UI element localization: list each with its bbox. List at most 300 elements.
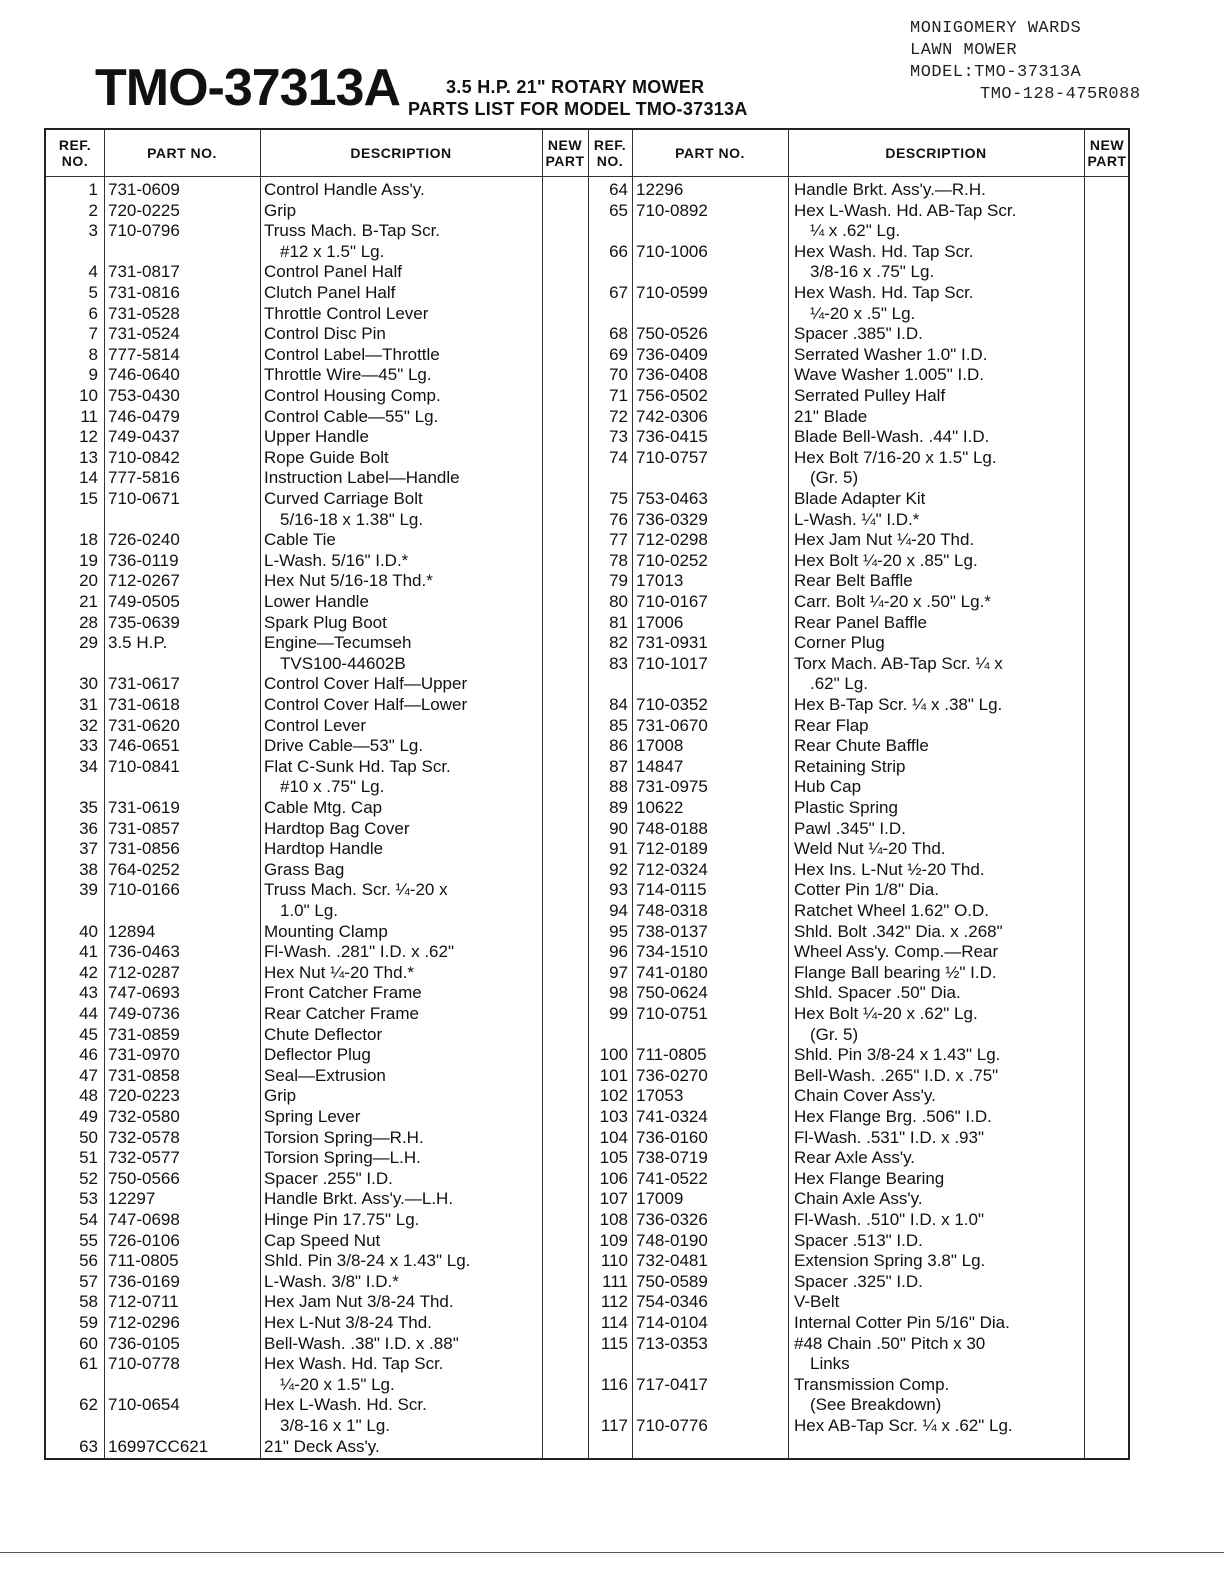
table-row [46,448,542,469]
description-line: Deflector Plug [264,1045,371,1065]
part-number: 731-0931 [636,633,708,653]
table-header [46,130,1128,177]
table-row [46,530,542,551]
col-new-left [542,130,588,176]
col-desc-label: DESCRIPTION [885,145,987,161]
ref-number: 63 [79,1436,98,1456]
description-line: Ratchet Wheel 1.62" O.D. [794,901,990,920]
part-number: 712-0267 [108,571,180,591]
ref-number: 102 [599,1086,628,1106]
part-description [264,736,423,757]
ref-number: 92 [609,859,628,879]
part-description [264,304,428,325]
part-description [794,386,945,407]
ref-number: 18 [79,530,98,550]
part-description [264,1437,380,1458]
table-row [588,736,1084,757]
ref-number: 95 [609,921,628,941]
part-description [794,1334,985,1375]
table-row [588,1004,1084,1045]
description-line: Handle Brkt. Ass'y.—R.H. [794,180,986,199]
part-number: 748-0190 [636,1230,708,1250]
table-row [46,613,542,634]
table-row [46,819,542,840]
part-number: 736-0326 [636,1210,708,1229]
table-row [46,1437,542,1458]
part-description [264,674,467,695]
part-number: 736-0169 [108,1271,180,1291]
description-line: Wheel Ass'y. Comp.—Rear [794,942,999,962]
part-number: 742-0306 [636,406,708,426]
ref-number: 14 [79,468,98,488]
table-row [46,1189,542,1210]
part-number: 12894 [108,921,156,941]
part-number: 720-0223 [108,1086,180,1106]
part-number: 731-0858 [108,1065,180,1085]
part-description [794,880,939,901]
part-description [264,798,382,819]
description-line: (Gr. 5) [810,1024,859,1044]
part-description [264,1148,421,1169]
ref-number: 98 [609,983,628,1003]
ref-number: 83 [609,653,628,673]
table-row [588,1169,1084,1190]
table-row [588,1416,1084,1437]
table-row [588,777,1084,798]
description-line: Drive Cable—53" Lg. [264,736,424,756]
description-line: Bell-Wash. .38" I.D. x .88" [264,1333,459,1353]
part-description [794,839,946,860]
part-number: 710-0671 [108,489,180,508]
part-number: 777-5814 [108,344,180,364]
part-number: 710-0751 [636,1004,708,1023]
description-line: Hex Nut 5/16-18 Thd.* [264,571,433,591]
description-line: Truss Mach. Scr. ¼-20 x [264,880,448,900]
table-row [588,1272,1084,1293]
part-description [264,201,296,222]
description-line: Hex L-Nut 3/8-24 Thd. [264,1313,432,1332]
table-row [46,716,542,737]
part-number: 731-0857 [108,818,180,838]
table-row [46,1313,542,1334]
part-number: 734-1510 [636,942,708,962]
ref-number: 20 [79,571,98,591]
ref-number: 65 [609,200,628,220]
ref-number: 50 [79,1127,98,1147]
table-row [588,1292,1084,1313]
table-row [46,633,542,674]
part-description [794,571,913,592]
description-line: Rear Chute Baffle [794,736,929,756]
parts-table [44,128,1130,1460]
ref-number: 64 [609,180,628,199]
part-description [264,551,408,572]
wards-stamp [910,18,1210,106]
part-description [794,1292,839,1313]
ref-number: 58 [79,1292,98,1312]
description-line: Serrated Washer 1.0" I.D. [794,344,988,364]
ref-number: 36 [79,818,98,838]
ref-number: 115 [600,1333,628,1353]
table-row [46,1292,542,1313]
description-line: Throttle Wire—45" Lg. [264,365,432,385]
ref-number: 61 [79,1354,98,1374]
table-row [46,1025,542,1046]
table-row [46,1210,542,1231]
part-description [794,324,923,345]
part-description [264,571,433,592]
table-row [46,201,542,222]
table-row [588,1334,1084,1375]
part-description [794,613,927,634]
part-description [794,1066,998,1087]
table-row [588,1045,1084,1066]
table-row [588,551,1084,572]
table-row [46,798,542,819]
description-line: Chain Cover Ass'y. [794,1086,936,1106]
part-number: 731-0618 [108,695,180,714]
description-line: Rear Panel Baffle [794,612,927,632]
part-number: 717-0417 [636,1374,708,1394]
part-number: 710-1017 [636,653,708,673]
part-description [794,736,929,757]
part-number: 713-0353 [636,1333,708,1353]
table-row [46,1066,542,1087]
table-row [588,283,1084,324]
ref-number: 2 [88,200,98,220]
table-row [46,1395,542,1436]
ref-number: 100 [599,1045,628,1065]
table-row [588,654,1084,695]
table-row [588,942,1084,963]
part-description [794,1251,985,1272]
ref-number: 103 [599,1107,628,1126]
description-line: 5/16-18 x 1.38" Lg. [280,509,424,529]
ref-number: 108 [599,1210,628,1229]
part-description [794,757,906,778]
part-number: 750-0589 [636,1271,708,1291]
description-line: Cable Tie [264,530,336,550]
table-row [588,324,1084,345]
description-line: Rear Belt Baffle [794,571,913,591]
description-line: Spark Plug Boot [264,612,387,632]
description-line: 21" Blade [794,406,868,426]
ref-number: 59 [79,1313,98,1332]
table-row [46,304,542,325]
ref-number: 60 [79,1333,98,1353]
ref-number: 15 [79,489,98,508]
part-number: 17053 [636,1086,684,1106]
part-description [264,180,425,201]
part-number: 736-0160 [636,1127,708,1147]
description-line: Flat C-Sunk Hd. Tap Scr. [264,756,451,776]
ref-number: 56 [79,1251,98,1271]
part-number: 710-0654 [108,1395,180,1415]
part-description [794,860,985,881]
description-line: Transmission Comp. [794,1374,950,1394]
table-row [46,1107,542,1128]
table-row [588,1107,1084,1128]
table-row [46,880,542,921]
part-number: 712-0296 [108,1313,180,1332]
description-line: Fl-Wash. .281" I.D. x .62" [264,942,454,962]
ref-number: 67 [609,283,628,302]
part-number: 14847 [636,756,684,776]
ref-number: 109 [599,1230,628,1250]
description-line: Control Cover Half—Lower [264,695,468,714]
ref-number: 72 [609,406,628,426]
part-description [794,922,1003,943]
ref-number: 69 [609,344,628,364]
table-row [46,427,542,448]
ref-number: 94 [609,901,628,920]
part-description [794,1231,923,1252]
table-row [46,922,542,943]
part-number: 720-0225 [108,200,180,220]
table-row [588,510,1084,531]
table-row [46,1334,542,1355]
description-line: (See Breakdown) [810,1395,942,1415]
part-number: 17006 [636,612,684,632]
part-description [794,407,867,428]
description-line: Spacer .385" I.D. [794,324,923,344]
part-description [794,180,986,201]
ref-number: 110 [600,1251,628,1271]
description-line: Upper Handle [264,427,369,447]
part-number: 710-0892 [636,200,708,220]
ref-number: 89 [609,798,628,817]
part-number: 710-1006 [636,241,708,261]
part-number: 736-0329 [636,509,708,529]
col-new-right [1084,130,1130,176]
part-number: 731-0816 [108,283,180,302]
description-line: Weld Nut ¼-20 Thd. [794,839,946,859]
description-line: Spring Lever [264,1107,361,1126]
table-row [588,1375,1084,1416]
description-line: ¼-20 x 1.5" Lg. [280,1374,395,1394]
table-row [46,468,542,489]
description-line: .62" Lg. [810,674,869,694]
ref-number: 39 [79,880,98,900]
table-row [46,983,542,1004]
ref-number: 68 [609,324,628,344]
ref-number: 71 [609,386,628,405]
part-number: 732-0481 [636,1251,708,1271]
table-row [46,365,542,386]
part-number: 710-0352 [636,695,708,714]
ref-number: 114 [600,1313,628,1332]
table-row [588,489,1084,510]
ref-number: 75 [609,489,628,508]
description-line: Lower Handle [264,592,369,611]
stamp-line-4: TMO-128-475R088 [980,85,1141,104]
part-number: 710-0599 [636,283,708,302]
part-number: 736-0119 [108,550,179,570]
ref-number: 29 [79,633,98,653]
table-row [588,983,1084,1004]
description-line: Chain Axle Ass'y. [794,1189,923,1209]
subtitle-line-2: PARTS LIST FOR MODEL TMO-37313A [408,99,748,119]
part-number: 749-0505 [108,592,180,611]
description-line: Hex B-Tap Scr. ¼ x .38" Lg. [794,695,1003,714]
table-row [588,530,1084,551]
ref-number: 46 [79,1045,98,1065]
ref-number: 82 [609,633,628,653]
part-number: 17013 [636,571,684,591]
ref-number: 34 [79,756,98,776]
part-number: 746-0479 [108,406,180,426]
subtitle-line-1: 3.5 H.P. 21" ROTARY MOWER [446,77,705,97]
table-row [46,180,542,201]
table-row [46,963,542,984]
description-line: Truss Mach. B-Tap Scr. [264,221,441,241]
description-line: Control Cover Half—Upper [264,674,468,694]
part-description [794,695,1002,716]
table-row [588,757,1084,778]
part-description [794,901,989,922]
ref-number: 33 [79,736,98,756]
description-line: Pawl .345" I.D. [794,818,906,838]
part-description [264,1334,459,1355]
part-number: 3.5 H.P. [108,633,168,653]
part-number: 736-0270 [636,1065,708,1085]
description-line: Hex Bolt 7/16-20 x 1.5" Lg. [794,447,997,467]
part-description [264,1066,386,1087]
part-number: 731-0670 [636,715,708,735]
ref-number: 78 [609,550,628,570]
table-row [588,880,1084,901]
col-part-label: PART NO. [675,145,745,161]
part-number: 736-0463 [108,942,180,962]
table-row [588,922,1084,943]
table-row [588,180,1084,201]
description-line: Control Lever [264,715,367,735]
part-number: 736-0408 [636,365,708,385]
part-description [264,983,422,1004]
part-number: 731-0609 [108,180,180,199]
description-line: Handle Brkt. Ass'y.—L.H. [264,1189,454,1209]
description-line: Corner Plug [794,633,885,653]
part-number: 750-0526 [636,324,708,344]
description-line: L-Wash. 3/8" I.D.* [264,1271,399,1291]
part-description [794,365,984,386]
description-line: Hardtop Handle [264,839,384,859]
description-line: ¼ x .62" Lg. [810,221,901,241]
table-row [46,1045,542,1066]
table-row [46,1004,542,1025]
part-number: 756-0502 [636,386,708,405]
ref-number: 42 [79,962,98,982]
description-line: Hex L-Wash. Hd. Scr. [264,1395,427,1415]
part-number: 741-0522 [636,1168,708,1188]
description-line: #48 Chain .50" Pitch x 30 [794,1333,986,1353]
table-row [46,736,542,757]
part-number: 16997CC621 [108,1436,209,1456]
table-row [588,860,1084,881]
ref-number: 112 [600,1292,628,1312]
part-description [794,983,961,1004]
part-description [264,1272,399,1293]
ref-number: 31 [79,695,98,714]
part-number: 741-0180 [636,962,708,982]
ref-number: 12 [79,427,98,447]
table-row [588,571,1084,592]
table-row [46,489,542,530]
part-description [264,345,440,366]
part-description [264,633,411,674]
stamp-line-2: LAWN MOWER [910,41,1018,60]
ref-number: 105 [599,1148,628,1168]
description-line: Hex Bolt ¼-20 x .85" Lg. [794,550,978,570]
description-line: Control Cable—55" Lg. [264,406,439,426]
description-line: Grip [264,200,297,220]
part-description [264,922,388,943]
part-description [794,201,1016,242]
part-description [794,1086,936,1107]
part-description [264,530,336,551]
part-description [794,1313,1010,1334]
part-number: 731-0620 [108,715,180,735]
part-description [264,365,432,386]
table-row [46,221,542,262]
ref-number: 44 [79,1004,98,1023]
part-description [264,386,441,407]
table-row [46,592,542,613]
ref-number: 49 [79,1107,98,1126]
part-description [794,942,998,963]
description-line: Grass Bag [264,859,345,879]
part-description [264,1045,371,1066]
part-description [794,1107,992,1128]
description-line: Wave Washer 1.005" I.D. [794,365,984,385]
part-number: 710-0841 [108,756,180,776]
description-line: Control Label—Throttle [264,344,440,364]
description-line: Hex AB-Tap Scr. ¼ x .62" Lg. [794,1416,1013,1435]
ref-number: 47 [79,1065,98,1085]
part-description [794,1416,1013,1437]
part-description [794,427,989,448]
part-description [264,489,423,530]
col-part-left [104,130,260,176]
part-description [264,262,402,283]
description-line: #12 x 1.5" Lg. [280,241,385,261]
table-row [46,1128,542,1149]
part-number: 764-0252 [108,859,180,879]
table-row [588,963,1084,984]
description-line: Shld. Spacer .50" Dia. [794,983,961,1003]
ref-number: 99 [609,1004,628,1023]
table-row [588,901,1084,922]
table-row [588,1086,1084,1107]
part-number: 17008 [636,736,684,756]
part-number: 749-0736 [108,1004,180,1023]
part-description [264,1128,424,1149]
part-description [794,633,885,654]
description-line: Mounting Clamp [264,921,388,941]
description-line: Spacer .255" I.D. [264,1168,393,1188]
ref-number: 107 [599,1189,628,1209]
col-desc-right [788,130,1084,176]
part-number: 12296 [636,180,684,199]
part-description [794,283,974,324]
description-line: Torsion Spring—L.H. [264,1148,421,1168]
part-number: 732-0577 [108,1148,180,1168]
part-number: 732-0578 [108,1127,180,1147]
part-number: 748-0318 [636,901,708,920]
ref-number: 5 [88,283,98,302]
part-description [794,819,906,840]
table-row [588,427,1084,448]
